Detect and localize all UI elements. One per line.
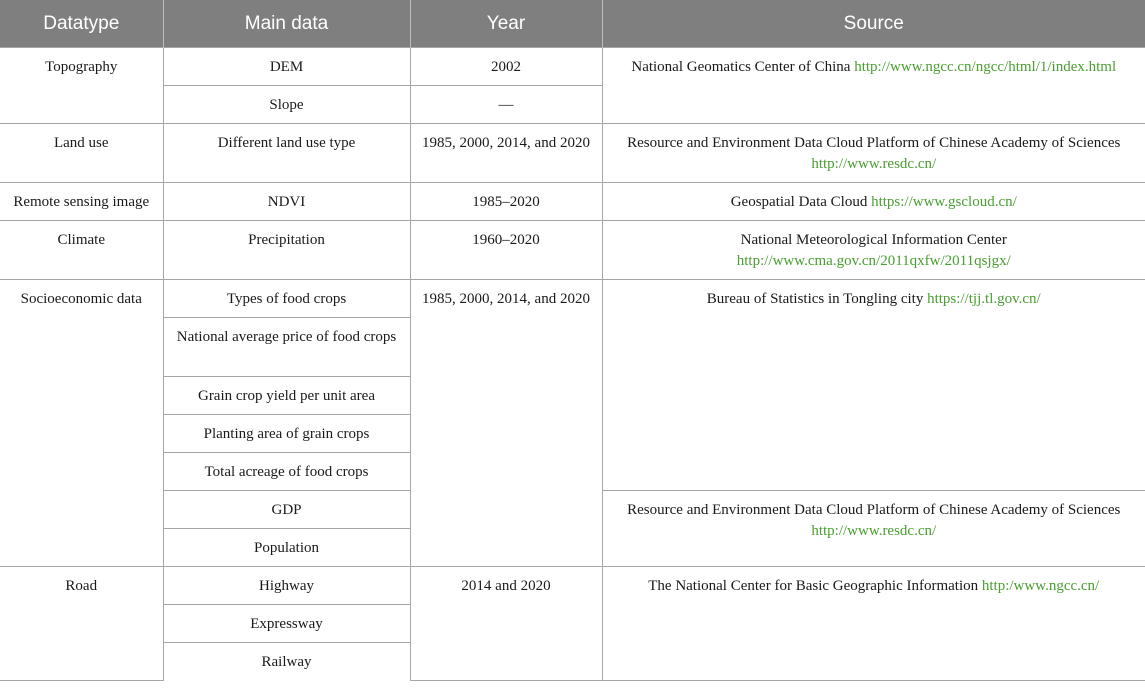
main-data-slope: Slope: [163, 86, 410, 124]
source-link[interactable]: http://www.resdc.cn/: [811, 523, 937, 539]
source-land-use: [602, 124, 1145, 183]
source-text: Bureau of Statistics in Tongling city: [706, 291, 924, 307]
main-data-item: Planting area of grain crops: [163, 415, 410, 453]
table-row: [0, 183, 1145, 221]
table-row: [0, 124, 1145, 183]
datatype-remote-sensing: Remote sensing image: [0, 183, 163, 221]
header-source: Source: [602, 0, 1145, 48]
header-main-data: Main data: [163, 0, 410, 48]
main-data-item: GDP: [163, 491, 410, 529]
source-link[interactable]: http://www.cma.gov.cn/2011qxfw/2011qsjgx/: [736, 253, 1011, 269]
main-data-item: Railway: [163, 643, 410, 681]
main-data-ndvi: NDVI: [163, 183, 410, 221]
source-socioeconomic-1: [602, 280, 1145, 491]
source-text: Resource and Environment Data Cloud Platform of Chinese Academy of Sciences: [627, 502, 1121, 518]
year-road: 2014 and 2020: [410, 567, 602, 681]
source-text: National Geomatics Center of China: [631, 59, 851, 75]
table-row: [0, 221, 1145, 280]
source-remote-sensing: [602, 183, 1145, 221]
year-slope: —: [410, 86, 602, 124]
main-data-precipitation: Precipitation: [163, 221, 410, 280]
main-data-item: Total acreage of food crops: [163, 453, 410, 491]
source-socioeconomic-2: [602, 491, 1145, 567]
table-body: [0, 48, 1145, 681]
source-text: Geospatial Data Cloud: [730, 194, 868, 210]
header-datatype: Datatype: [0, 0, 163, 48]
table-row: [0, 48, 1145, 86]
table-row: [0, 567, 1145, 605]
source-text: Resource and Environment Data Cloud Platform of Chinese Academy of Sciences: [627, 135, 1121, 151]
header-year: Year: [410, 0, 602, 48]
datatype-socioeconomic: Socioeconomic data: [0, 280, 163, 567]
main-data-item: Types of food crops: [163, 280, 410, 318]
main-data-item: National average price of food crops: [163, 318, 410, 377]
datatype-climate: Climate: [0, 221, 163, 280]
source-link[interactable]: http://www.ngcc.cn/ngcc/html/1/index.html: [854, 59, 1117, 75]
source-topography: [602, 48, 1145, 124]
source-text: National Meteorological Information Center: [740, 232, 1007, 248]
main-data-dem: DEM: [163, 48, 410, 86]
year-land-use: 1985, 2000, 2014, and 2020: [410, 124, 602, 183]
main-data-item: Grain crop yield per unit area: [163, 377, 410, 415]
year-precipitation: 1960–2020: [410, 221, 602, 280]
source-link[interactable]: http://www.resdc.cn/: [811, 156, 937, 172]
source-link[interactable]: http:/www.ngcc.cn/: [981, 578, 1100, 594]
datatype-topography: Topography: [0, 48, 163, 124]
year-ndvi: 1985–2020: [410, 183, 602, 221]
source-road: [602, 567, 1145, 681]
source-text: The National Center for Basic Geographic Information: [648, 578, 979, 594]
datatype-land-use: Land use: [0, 124, 163, 183]
year-socioeconomic: 1985, 2000, 2014, and 2020: [410, 280, 602, 567]
main-data-item: Highway: [163, 567, 410, 605]
main-data-item: Population: [163, 529, 410, 567]
datatype-road: Road: [0, 567, 163, 681]
source-link[interactable]: https://tjj.tl.gov.cn/: [927, 291, 1041, 307]
table-row: [0, 280, 1145, 318]
table-header: [0, 0, 1145, 48]
source-climate: [602, 221, 1145, 280]
main-data-land-use: Different land use type: [163, 124, 410, 183]
source-link[interactable]: https://www.gscloud.cn/: [871, 194, 1017, 210]
main-data-item: Expressway: [163, 605, 410, 643]
year-dem: 2002: [410, 48, 602, 86]
